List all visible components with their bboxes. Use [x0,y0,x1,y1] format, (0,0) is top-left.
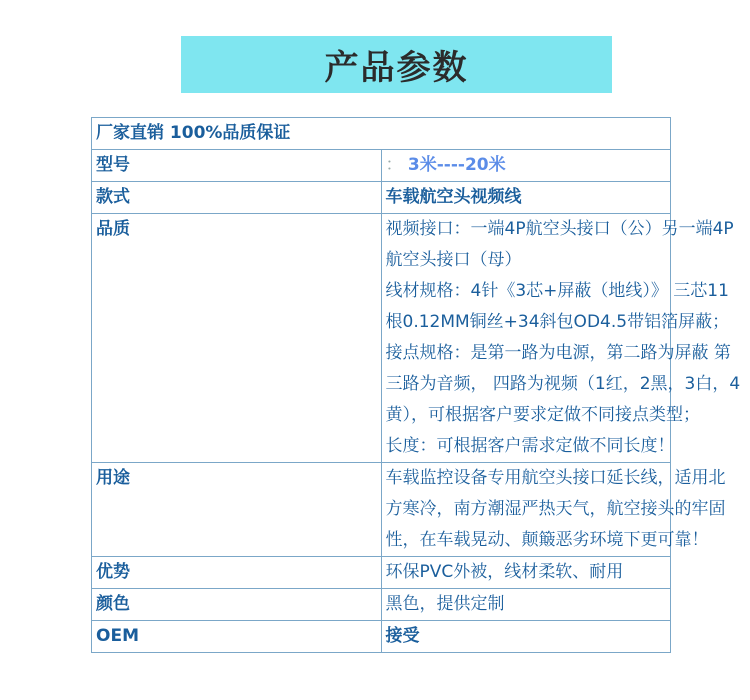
quality-line: 长度：可根据客户需求定做不同长度！ [385,436,675,456]
row-value: 接受 [381,621,671,653]
row-value [381,463,726,557]
row-value: 车载航空头视频线 [381,182,671,214]
model-value: 3米----20米 [407,155,506,175]
quality-line: 视频接口：一端4P航空头接口（公）另一端4P [385,219,734,239]
row-label: 品质 [92,214,382,463]
usage-line: 性，在车载晃动、颠簸恶劣环境下更可靠！ [385,530,709,550]
row-label: 型号 [92,150,382,182]
guarantee-cell: 厂家直销 100%品质保证 [92,118,671,150]
table-row [92,214,671,463]
row-label: 用途 [92,463,382,557]
usage-line: 方寒冷，南方潮湿严热天气，航空接头的牢固 [385,499,726,519]
table-row [92,589,671,621]
table-row [92,118,671,150]
row-value [381,150,671,182]
row-value: 黑色，提供定制 [381,589,671,621]
title-banner [181,36,612,93]
row-label: 款式 [92,182,382,214]
quality-line: 线材规格：4针《3芯+屏蔽（地线）》 三芯11 [385,281,729,301]
table-row [92,150,671,182]
row-label: 优势 [92,557,382,589]
table-row [92,182,671,214]
row-label: 颜色 [92,589,382,621]
row-label: OEM [92,621,382,653]
table-row [92,621,671,653]
quality-line: 根0.12MM铜丝+34斜包OD4.5带铝箔屏蔽； [385,312,730,332]
table-row [92,463,671,557]
product-params-table [91,117,741,653]
quality-line: 黄），可根据客户要求定做不同接点类型； [385,405,700,425]
quality-line: 接点规格：是第一路为电源，第二路为屏蔽 第 [385,343,731,363]
row-value [381,214,741,463]
value-prefix: ： [385,155,403,175]
page-title: 产品参数 [324,48,469,88]
table-row [92,557,671,589]
row-value: 环保PVC外被，线材柔软、耐用 [381,557,671,589]
quality-line: 三路为音频， 四路为视频（1红，2黑，3白，4 [385,374,741,394]
quality-line: 航空头接口（母） [385,250,522,270]
usage-line: 车载监控设备专用航空头接口延长线，适用北 [385,468,726,488]
